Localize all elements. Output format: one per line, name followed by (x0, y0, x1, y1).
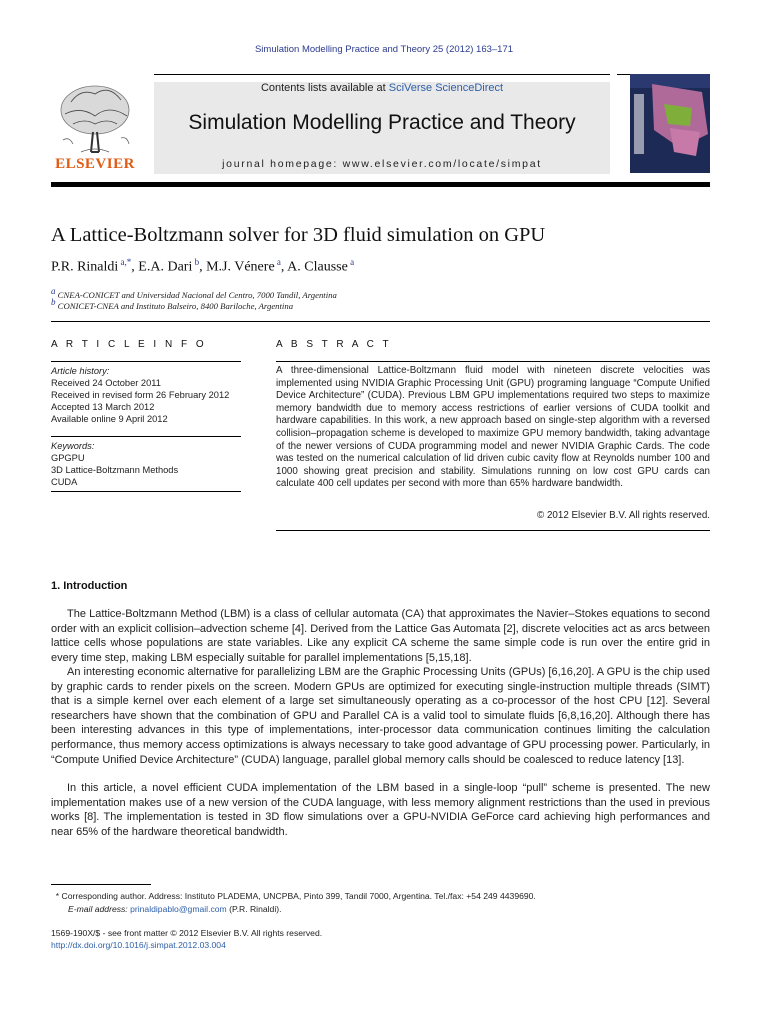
article-info-rule (51, 361, 241, 362)
corresponding-author-footnote (51, 891, 536, 901)
journal-homepage[interactable]: journal homepage: www.elsevier.com/locate/simpat (222, 158, 542, 170)
history-item: Received 24 October 2011 (51, 378, 161, 388)
journal-citation[interactable]: Simulation Modelling Practice and Theory 25 (2012) 163–171 (254, 44, 514, 55)
affiliation-text: CNEA-CONICET and Universidad Nacional del Centro, 7000 Tandil, Argentina (57, 289, 337, 300)
affiliation-mark: a (51, 286, 56, 296)
history-item: Available online 9 April 2012 (51, 414, 168, 424)
author-affiliation-mark[interactable]: a (274, 257, 281, 267)
article-title: A Lattice-Boltzmann solver for 3D fluid simulation on GPU (51, 224, 546, 246)
email-label: E-mail address: (68, 904, 128, 914)
contents-availability (154, 82, 610, 94)
contents-prefix: Contents lists available at (260, 82, 389, 94)
author-name[interactable]: P.R. Rinaldi (51, 259, 119, 275)
author-name[interactable]: E.A. Dari (138, 259, 193, 275)
keyword-item: 3D Lattice-Boltzmann Methods (51, 465, 179, 475)
history-item: Received in revised form 26 February 2012 (51, 390, 230, 400)
header-rule (154, 74, 610, 75)
header-thick-rule (51, 182, 710, 187)
article-info (51, 365, 241, 425)
doi-link[interactable]: http://dx.doi.org/10.1016/j.simpat.2012.03.004 (51, 940, 226, 950)
email-link[interactable]: prinaldipablo@gmail.com (130, 904, 227, 914)
history-label: Article history: (51, 366, 110, 376)
corresponding-text: Corresponding author. Address: Instituto PLADEMA, UNCPBA, Pinto 399, Tandil 7000, Argentina. Tel./fax: +54 249 4439690. (61, 891, 536, 901)
author-affiliation-mark[interactable]: b (192, 257, 200, 267)
email-footnote (68, 904, 282, 914)
keywords-rule (51, 436, 241, 437)
affiliation-mark: b (51, 297, 56, 307)
author-affiliation-mark[interactable]: a,* (118, 257, 132, 267)
section-heading-introduction: 1. Introduction (51, 580, 128, 592)
author-list (51, 257, 354, 276)
author-name[interactable]: M.J. Vénere (206, 259, 275, 275)
abstract-heading: A B S T R A C T (276, 339, 392, 350)
author-affiliation-mark[interactable]: a (347, 257, 355, 267)
affiliation-b (51, 297, 293, 311)
intro-paragraph: The Lattice-Boltzmann Method (LBM) is a class of cellular automata (CA) that approximates the Navier–Stokes equations to second order with an explicit collision–advection scheme [4]. Derived from the Lattice Gas Automata [2], discrete velocities act as arcs between lattice cells whose populations are state variables. Like any explicit CA scheme the same simple code is run over the entire grid in every time step, making LBM especially suitable for parallel implementations [5,15,18]. (51, 608, 710, 664)
journal-title: Simulation Modelling Practice and Theory (188, 111, 576, 134)
abstract-rule (276, 361, 710, 362)
sciencedirect-link[interactable]: SciVerse ScienceDirect (388, 82, 504, 94)
affiliation-text: CONICET-CNEA and Instituto Balseiro, 8400 Bariloche, Argentina (57, 300, 294, 311)
keywords-label: Keywords: (51, 441, 95, 451)
intro-paragraph: In this article, a novel efficient CUDA implementation of the LBM based in a single-loop “pull” scheme is presented. The new implementation makes use of a new version of the CUDA language, with less memory alignment restrictions than the used in previous works [8]. The implementation is tested in 3D flow simulations over a GPU-NVIDIA GeForce card achieving high performances and near 65% of the hardware theoretical bandwidth. (51, 782, 710, 838)
abstract-copyright: © 2012 Elsevier B.V. All rights reserved. (537, 510, 710, 521)
author-name[interactable]: A. Clausse (287, 259, 348, 275)
keywords-bottom-rule (51, 491, 241, 492)
asterisk-mark: * (51, 891, 62, 901)
keyword-item: CUDA (51, 477, 78, 487)
email-suffix: (P.R. Rinaldi). (229, 904, 282, 914)
footnote-rule (51, 884, 151, 885)
author-separator: , (199, 259, 207, 275)
abstract-bottom-rule (276, 530, 710, 531)
issn-line: 1569-190X/$ - see front matter © 2012 Elsevier B.V. All rights reserved. (51, 928, 323, 938)
author-separator: , (280, 259, 288, 275)
intro-paragraph: An interesting economic alternative for parallelizing LBM are the Graphic Processing Units (GPUs) [6,16,20]. A GPU is the chip used by graphic cards to render pixels on the screen. Modern GPUs are optimized for executing single-instruction multiple threads (SIMT) that is a simple kernel over each element of a large set simultaneously operating as a co-processor of the host CPU [12]. Several researchers have shown that the combination of GPU and Parallel CA is a valid tool to simulate fluids [6,8,16,20]. Although there has been interesting advances in this type of implementations, inter-processor data communication continues limiting the calculation performance, thus memory access optimizations is always necessary to take good advantage of GPU processing power. Particularly, in “Compute Unified Device Architecture” (CUDA) language, parallel global memory calls should be coalesced to reduce latency [13]. (51, 666, 710, 766)
keyword-item: GPGPU (51, 453, 85, 463)
article-info-heading: A R T I C L E I N F O (51, 339, 207, 350)
journal-cover-image (630, 74, 710, 173)
elsevier-wordmark: ELSEVIER (55, 156, 135, 172)
history-item: Accepted 13 March 2012 (51, 402, 155, 412)
section-rule (51, 321, 710, 322)
author-separator: , (131, 259, 139, 275)
keywords-block (51, 440, 241, 488)
abstract-text: A three-dimensional Lattice-Boltzmann fluid model with nineteen discrete velocities was implemented using NVIDIA Graphic Processing Unit (GPU) programing language “Compute Unified Device Architecture” (CUDA). Previous LBM GPU implementations required two steps to maximize memory bandwidth due to memory access restrictions of earlier versions of CUDA toolkit and hardware capabilities. In this work, a new approach based on single-step algorithm with a reversed collision–propagation scheme is developed to maximize GPU memory bandwidth, taking advantage of the newer versions of CUDA programming model and newer NVIDIA Graphic Cards. The code was tested on the numerical calculation of lid driven cubic cavity flow at Reynolds number 100 and 1000 showing great precision and stability. Simulations running on low cost GPU cards can calculate 400 cell updates per second with more than 65% hardware bandwidth. (276, 365, 710, 490)
